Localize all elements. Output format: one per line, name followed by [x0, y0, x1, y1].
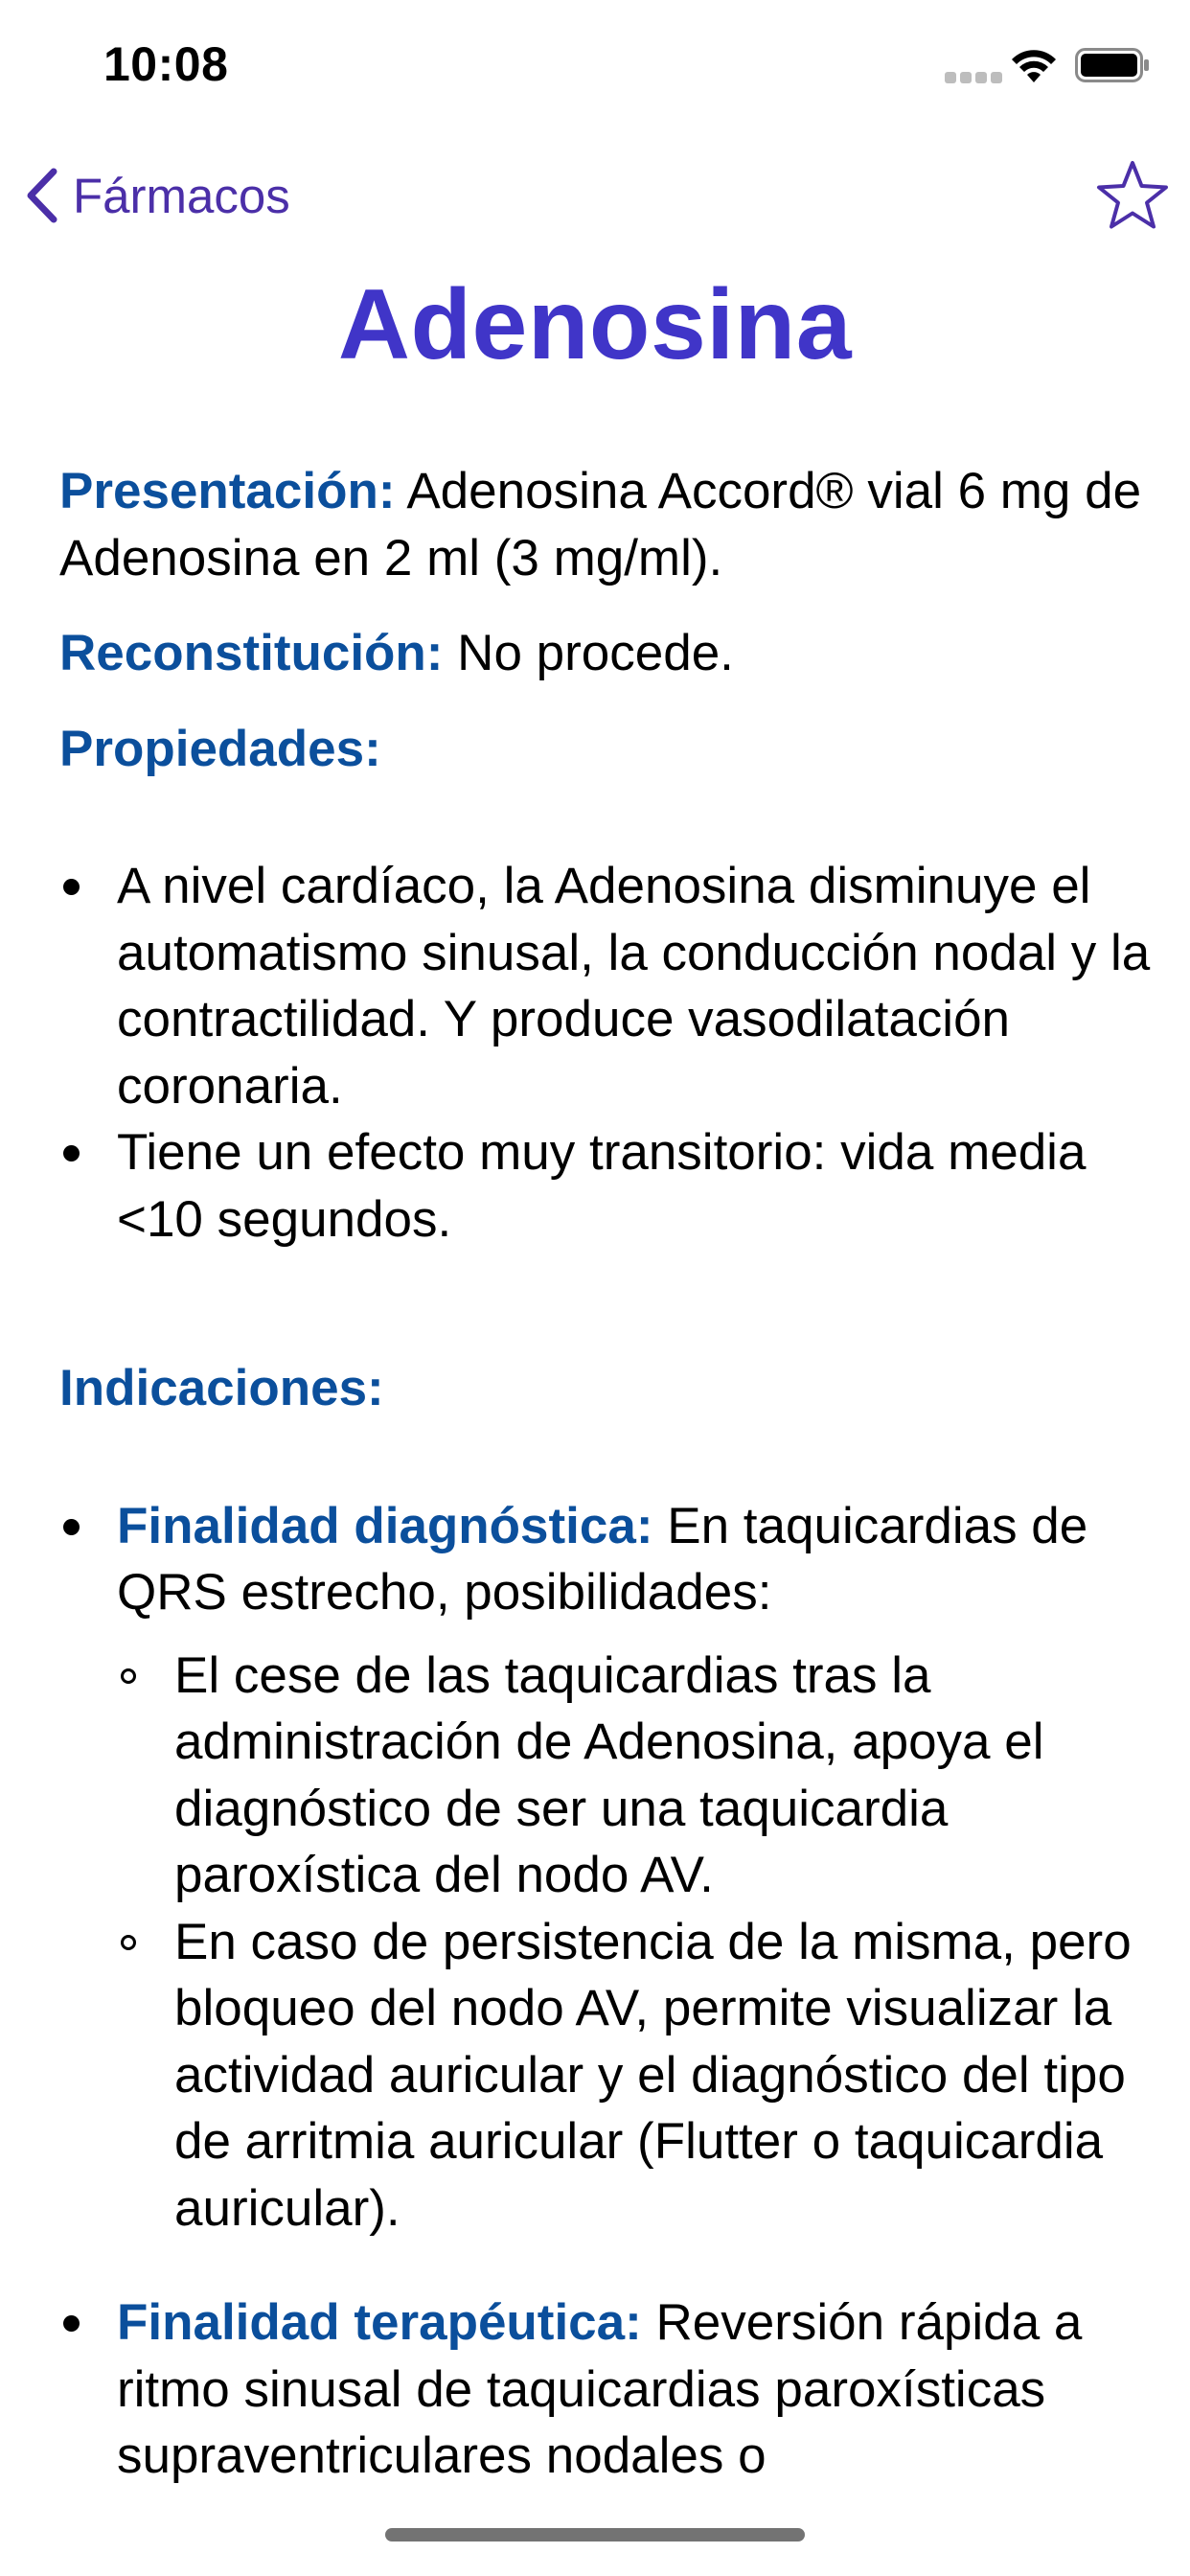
presentacion-label: Presentación:: [59, 463, 396, 519]
home-indicator[interactable]: [385, 2528, 805, 2542]
chevron-left-icon: [23, 166, 61, 225]
propiedades-paragraph: [59, 716, 1161, 783]
sub-list-item: El cese de las taquicardias tras la administración de Adenosina, apoya el diagnóstico de ser una taquicardia paroxística del nodo AV.: [117, 1643, 1161, 1909]
battery-icon: [1075, 48, 1150, 82]
propiedades-list: [59, 853, 1161, 1253]
status-bar: [0, 0, 1190, 134]
indicaciones-paragraph: [59, 1355, 1161, 1422]
signal-icon: [945, 72, 1002, 83]
star-outline-icon[interactable]: [1094, 157, 1171, 234]
indicaciones-label: Indicaciones:: [59, 1360, 384, 1416]
back-label: Fármacos: [73, 168, 290, 223]
diagnostica-sublist: [117, 1643, 1161, 2242]
status-time: 10:08: [103, 37, 229, 91]
list-item-diagnostica: [59, 1493, 1161, 2242]
propiedades-label: Propiedades:: [59, 720, 381, 777]
navigation-bar: [0, 144, 1190, 249]
reconstitucion-paragraph: [59, 620, 1161, 687]
presentacion-paragraph: [59, 458, 1161, 591]
sub-list-item: En caso de persistencia de la misma, pero bloqueo del nodo AV, permite visualizar la actividad auricular y el diagnóstico del tipo de arritmia auricular (Flutter o taquicardia auricular).: [117, 1909, 1161, 2242]
terapeutica-text: Reversión rápida a ritmo sinusal de taquicardias paroxísticas supraventriculares nodales o: [117, 2294, 1083, 2484]
reconstitucion-text: No procede.: [443, 625, 734, 681]
page-title: Adenosina: [337, 269, 853, 380]
drug-content: [59, 458, 1161, 2490]
reconstitucion-label: Reconstitución:: [59, 625, 444, 681]
diagnostica-text: En taquicardias de QRS estrecho, posibilidades:: [117, 1497, 1088, 1621]
list-item: Tiene un efecto muy transitorio: vida media <10 segundos.: [59, 1119, 1161, 1253]
wifi-icon: [1010, 46, 1058, 84]
presentacion-text: Adenosina Accord® vial 6 mg de Adenosina en 2 ml (3 mg/ml).: [59, 463, 1142, 586]
list-item-terapeutica: [59, 2289, 1161, 2490]
back-button[interactable]: [23, 157, 290, 234]
indicaciones-list: [59, 1493, 1161, 2490]
list-item: A nivel cardíaco, la Adenosina disminuye el automatismo sinusal, la conducción nodal y la contractilidad. Y produce vasodilatación coronaria.: [59, 853, 1161, 1119]
terapeutica-label: Finalidad terapéutica:: [117, 2294, 642, 2351]
diagnostica-label: Finalidad diagnóstica:: [117, 1497, 653, 1554]
